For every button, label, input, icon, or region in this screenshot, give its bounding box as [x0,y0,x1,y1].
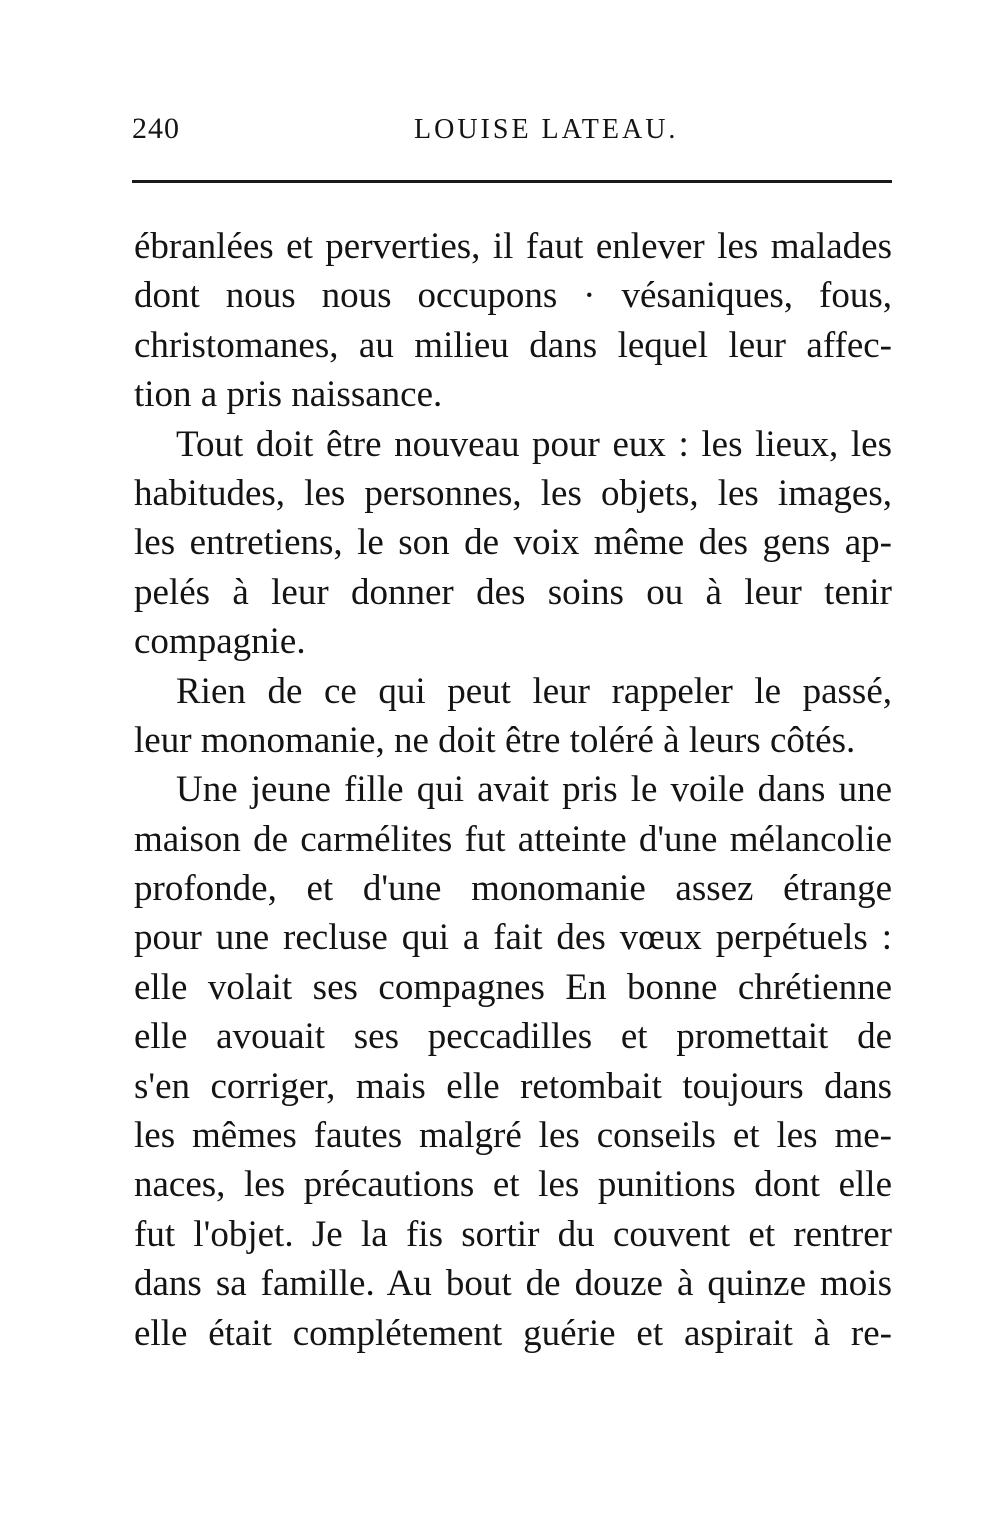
text-line: christomanes, au milieu dans lequel leur affec- [134,324,892,366]
text-line: elle volait ses compagnes En bonne chrétienne [134,966,892,1008]
text-line: compagnie. [134,621,306,663]
text-line: Rien de ce qui peut leur rappeler le passé, [176,670,892,712]
running-title: LOUISE LATEAU. [414,114,679,145]
text-line: pour une recluse qui a fait des vœux perpétuels : [134,917,892,959]
text-line: les entretiens, le son de voix même des gens ap- [134,522,892,564]
text-line: ébranlées et perverties, il faut enlever les malades [134,226,892,267]
text-line: Une jeune fille qui avait pris le voile dans une [176,769,892,811]
header-rule [132,180,892,183]
text-line: maison de carmélites fut atteinte d'une mélancolie [134,818,892,860]
page-number: 240 [132,112,180,145]
text-line: fut l'objet. Je la fis sortir du couvent et rentrer [134,1213,892,1255]
text-line: s'en corriger, mais elle retombait toujours dans [134,1065,892,1107]
text-line: elle était complétement guérie et aspirait à re- [134,1312,892,1354]
text-line: profonde, et d'une monomanie assez étrange [134,868,892,910]
text-line: habitudes, les personnes, les objets, les images, [134,472,892,514]
text-line: tion a pris naissance. [134,374,443,416]
text-line: elle avouait ses peccadilles et promettait de [134,1016,892,1058]
text-line: naces, les précautions et les punitions dont elle [134,1164,892,1206]
text-line: dont nous nous occupons · vésaniques, fous, [134,275,892,317]
text-line: pelés à leur donner des soins ou à leur tenir [134,571,892,613]
text-line: les mêmes fautes malgré les conseils et les me- [134,1115,892,1157]
text-line: leur monomanie, ne doit être toléré à leurs côtés. [134,719,856,761]
text-line: Tout doit être nouveau pour eux : les lieux, les [176,423,892,465]
running-head [132,112,892,152]
body-text [134,222,892,1358]
text-line: dans sa famille. Au bout de douze à quinze mois [134,1263,892,1305]
